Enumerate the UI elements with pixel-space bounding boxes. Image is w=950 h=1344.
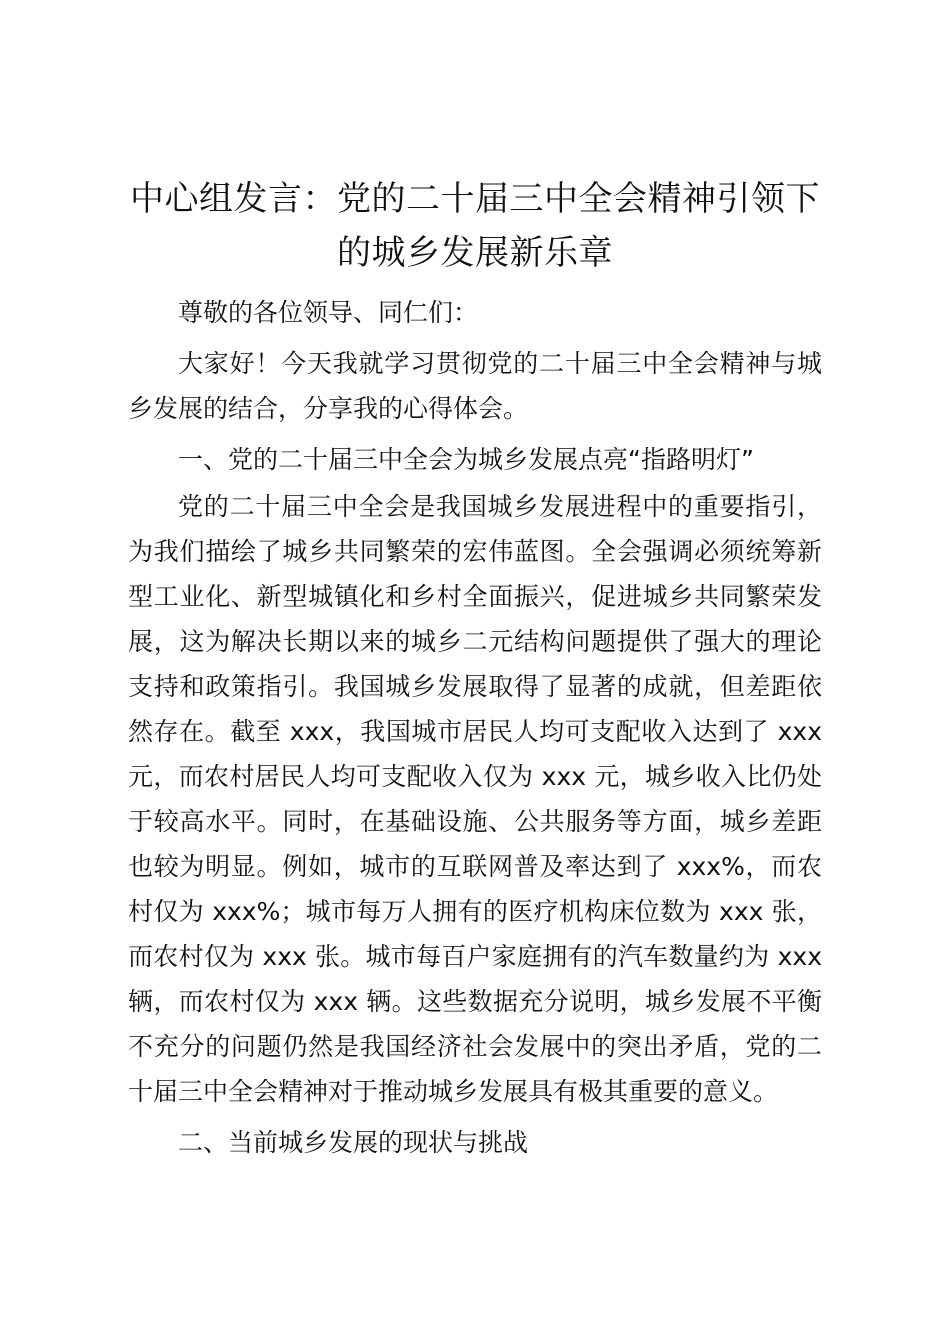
section-1-body: 党的二十届三中全会是我国城乡发展进程中的重要指引，为我们描绘了城乡共同繁荣的宏伟蓝图。全会强调必须统筹新型工业化、新型城镇化和乡村全面振兴，促进城乡共同繁荣发展，这为解决长期以来的城乡二元结构问题提供了强大的理论支持和政策指引。我国城乡发展取得了显著的成就，但差距依然存在。截至 xxx，我国城市居民人均可支配收入达到了 xxx 元，而农村居民人均可支配收入仅为 xxx 元，城乡收入比仍处于较高水平。同时，在基础设施、公共服务等方面，城乡差距也较为明显。例如，城市的互联网普及率达到了 xxx%，而农村仅为 xxx%；城市每万人拥有的医疗机构床位数为 xxx 张，而农村仅为 xxx 张。城市每百户家庭拥有的汽车数量约为 xxx 辆，而农村仅为 xxx 辆。这些数据充分说明，城乡发展不平衡不充分的问题仍然是我国经济社会发展中的突出矛盾，党的二十届三中全会精神对于推动城乡发展具有极其重要的意义。 (128, 492, 822, 1106)
intro-paragraph: 大家好！今天我就学习贯彻党的二十届三中全会精神与城乡发展的结合，分享我的心得体会。 (128, 349, 822, 423)
section-2-heading: 二、当前城乡发展的现状与挑战 (178, 1128, 529, 1157)
document-title: 中心组发言：党的二十届三中全会精神引领下的城乡发展新乐章 (130, 179, 820, 273)
document-content (128, 172, 822, 1165)
greeting-paragraph: 尊敬的各位领导、同仁们： (178, 298, 479, 327)
section-1-heading: 一、党的二十届三中全会为城乡发展点亮“指路明灯” (178, 445, 754, 474)
